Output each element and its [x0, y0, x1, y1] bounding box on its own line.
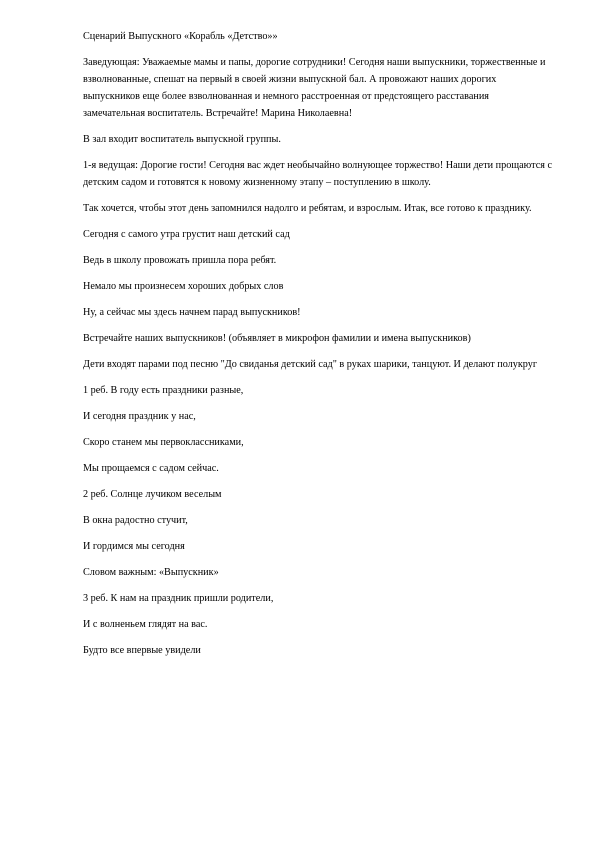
paragraph: Ну, а сейчас мы здесь начнем парад выпускников! [83, 307, 301, 318]
paragraph: 1-я ведущая: Дорогие гости! Сегодня вас ждет необычайно волнующее торжество! Наши дети прощаются с детским садом и готовятся к новому жизненному этапу – поступлению в школу. [83, 160, 552, 188]
paragraph: Сегодня с самого утра грустит наш детский сад [83, 229, 290, 240]
paragraph: 3 реб. К нам на праздник пришли родители, [83, 593, 274, 604]
paragraph: И сегодня праздник у нас, [83, 411, 196, 422]
paragraph: Словом важным: «Выпускник» [83, 567, 219, 578]
paragraph: 2 реб. Солнце лучиком веселым [83, 489, 222, 500]
paragraph: Дети входят парами под песню "До свиданья детский сад" в руках шарики, танцуют. И делают полукруг [83, 359, 538, 370]
paragraph: И с волненьем глядят на вас. [83, 619, 208, 630]
paragraph: И гордимся мы сегодня [83, 541, 185, 552]
paragraph: Будто все впервые увидели [83, 645, 201, 656]
paragraph: Немало мы произнесем хороших добрых слов [83, 281, 284, 292]
paragraph: Мы прощаемся с садом сейчас. [83, 463, 219, 474]
document-title: Сценарий Выпускного «Корабль «Детство»» [83, 31, 278, 42]
paragraph: Ведь в школу провожать пришла пора ребят. [83, 255, 277, 266]
paragraph: В зал входит воспитатель выпускной группы. [83, 134, 281, 145]
paragraph: 1 реб. В году есть праздники разные, [83, 385, 244, 396]
paragraph: В окна радостно стучит, [83, 515, 188, 526]
paragraph: Скоро станем мы первоклассниками, [83, 437, 244, 448]
document-body [83, 28, 553, 668]
paragraph: Встречайте наших выпускников! (объявляет в микрофон фамилии и имена выпускников) [83, 333, 471, 344]
paragraph: Так хочется, чтобы этот день запомнился надолго и ребятам, и взрослым. Итак, все готово к празднику. [83, 203, 532, 214]
paragraph: Заведующая: Уважаемые мамы и папы, дорогие сотрудники! Сегодня наши выпускники, торжественные и взволнованные, спешат на первый в своей жизни выпускной бал. А провожают наших дорогих выпускников еще более взволнованная и немного расстроенная от предстоящего расставания замечательная воспитатель. Встречайте! Марина Николаевна! [83, 57, 546, 119]
